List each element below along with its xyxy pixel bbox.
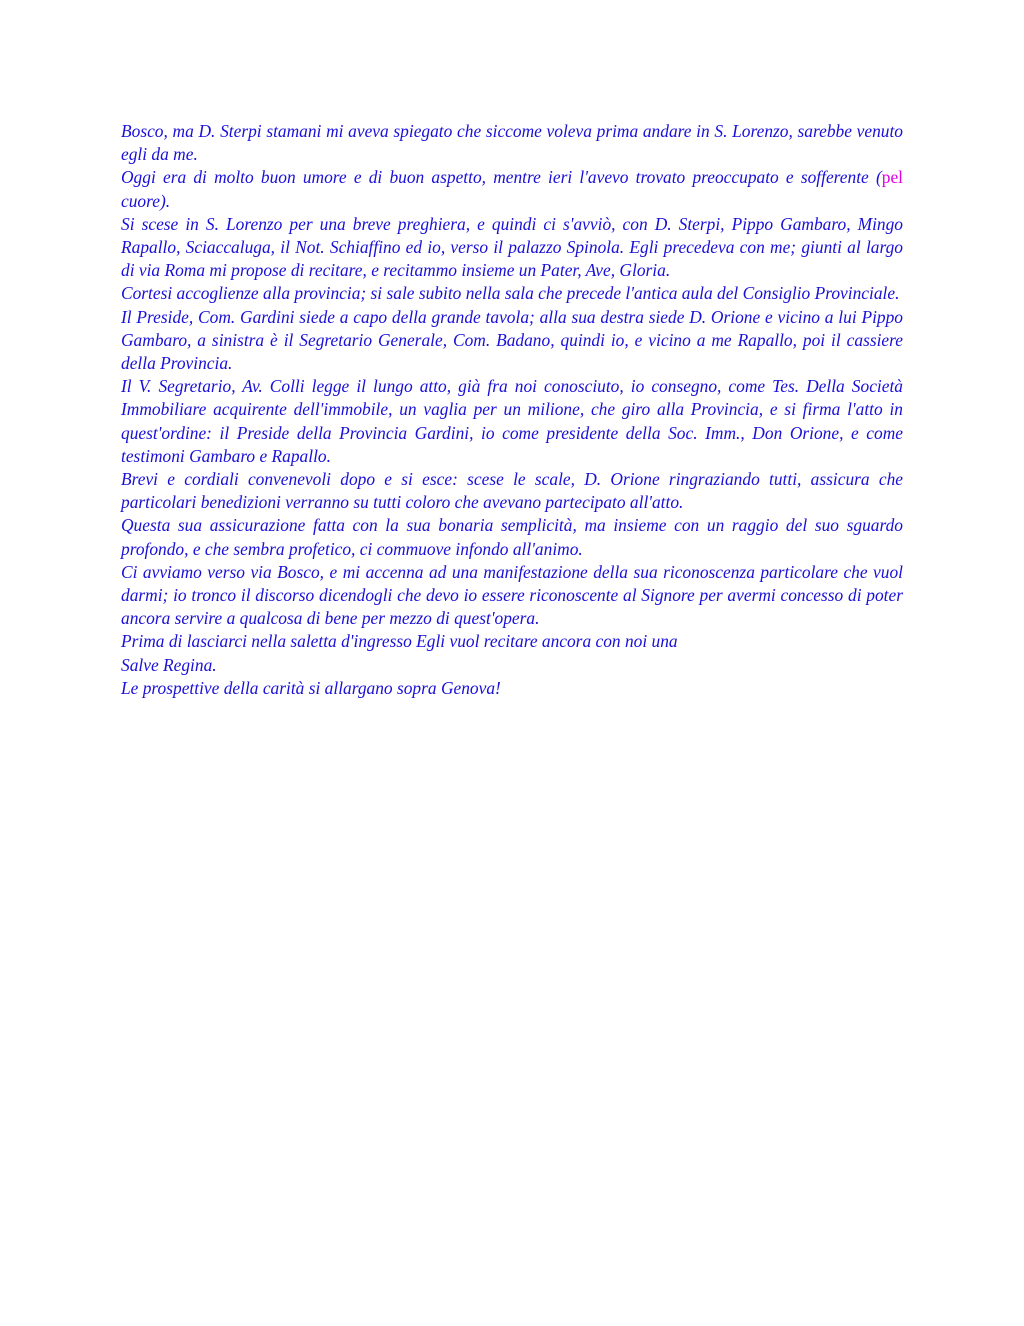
paragraph-text: Ci avviamo verso via Bosco, e mi accenna ad una manifestazione della sua riconoscenza particolare che vuol darmi; io tronco il discorso dicendogli che devo io essere riconoscente al Signore per avermi concesso di poter ancora servire a qualcosa di bene per mezzo di quest'opera. [121,561,903,629]
paragraph [121,561,903,631]
paragraph [121,282,903,305]
paragraph [121,654,903,677]
paragraph [121,375,903,468]
paragraph-text: cuore). [121,190,171,211]
paragraph [121,677,903,700]
paragraph-text: Oggi era di molto buon umore e di buon aspetto, mentre ieri l'avevo trovato preoccupato e sofferente ( [121,167,882,188]
paragraph-text: Questa sua assicurazione fatta con la sua bonaria semplicità, ma insieme con un raggio del suo sguardo profondo, e che sembra profetico, ci commuove infondo all'animo. [121,515,903,559]
paragraph [121,514,903,560]
paragraph [121,213,903,283]
paragraph [121,120,903,166]
paragraph-text: Il Preside, Com. Gardini siede a capo della grande tavola; alla sua destra siede D. Orione e vicino a lui Pippo Gambaro, a sinistra è il Segretario Generale, Com. Badano, quindi io, e vicino a me Rapallo, poi il cassiere della Provincia. [121,306,903,374]
paragraph-text: Brevi e cordiali convenevoli dopo e si esce: scese le scale, D. Orione ringraziando tutti, assicura che particolari benedizioni verranno su tutti coloro che avevano partecipato all'atto. [121,469,903,513]
paragraph-text: Salve Regina. [121,654,217,675]
paragraph [121,468,903,514]
paragraph-text: Bosco, ma D. Sterpi stamani mi aveva spiegato che siccome voleva prima andare in S. Lorenzo, sarebbe venuto egli da me. [121,121,903,165]
paragraph-text: Il V. Segretario, Av. Colli legge il lungo atto, già fra noi conosciuto, io consegno, come Tes. Della Società Immobiliare acquirente dell'immobile, un vaglia per un milione, che giro alla Provincia, e si firma l'atto in quest'ordine: il Preside della Provincia Gardini, io come presidente della Soc. Imm., Don Orione, e come testimoni Gambaro e Rapallo. [121,376,903,466]
paragraph-text: Le prospettive della carità si allargano sopra Genova! [121,677,501,698]
document-body [121,120,903,700]
highlighted-word: pel [881,167,903,188]
paragraph [121,630,903,653]
paragraph [121,166,903,212]
paragraph [121,306,903,376]
paragraph-text: Prima di lasciarci nella saletta d'ingresso Egli vuol recitare ancora con noi una [121,631,678,652]
paragraph-text: Cortesi accoglienze alla provincia; si sale subito nella sala che precede l'antica aula del Consiglio Provinciale. [121,283,900,304]
paragraph-text: Si scese in S. Lorenzo per una breve preghiera, e quindi ci s'avviò, con D. Sterpi, Pippo Gambaro, Mingo Rapallo, Sciaccaluga, il Not. Schiaffino ed io, verso il palazzo Spinola. Egli precedeva con me; giunti al largo di via Roma mi propose di recitare, e recitammo insieme un Pater, Ave, Gloria. [121,213,903,281]
